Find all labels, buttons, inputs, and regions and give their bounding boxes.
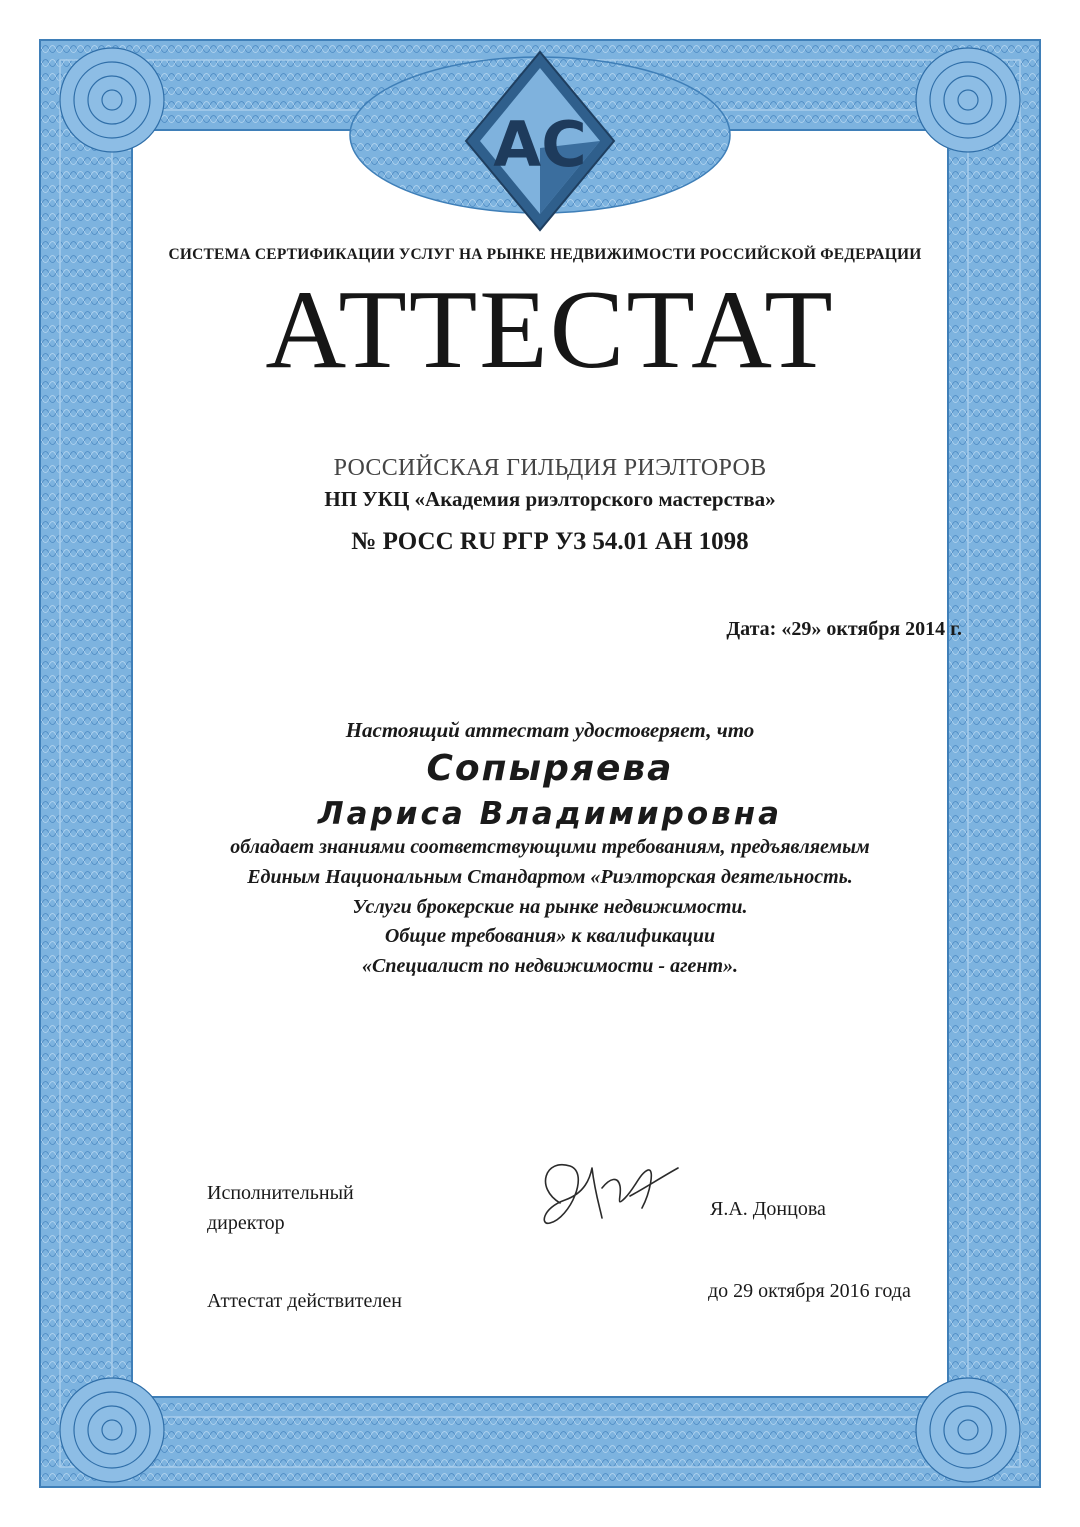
qualification-line: Услуги брокерские на рынке недвижимости. xyxy=(352,896,748,918)
qualification-line: Общие требования» к квалификации xyxy=(384,925,716,947)
qualification-line: обладает знаниями соответствующими требованиям, предъявляемым xyxy=(230,836,870,858)
handwritten-signature xyxy=(530,1148,680,1238)
certifies-statement: Настоящий аттестат удостоверяет, что xyxy=(345,718,755,742)
qualification-line: Единым Национальным Стандартом «Риэлторская деятельность. xyxy=(247,866,853,888)
certificate-title: АТТЕСТАТ xyxy=(265,268,835,392)
training-center-name: НП УКЦ «Академия риэлторского мастерства» xyxy=(324,487,776,511)
signatory-name: Я.А. Донцова xyxy=(710,1198,826,1220)
issue-date: Дата: «29» октября 2014 г. xyxy=(726,618,962,640)
registration-number: № РОСС RU РГР УЗ 54.01 АН 1098 xyxy=(351,528,749,555)
logo-emblem xyxy=(462,48,618,234)
validity-date: до 29 октября 2016 года xyxy=(708,1280,911,1302)
holder-given-names: Лариса Владимировна xyxy=(317,796,783,832)
validity-label: Аттестат действителен xyxy=(207,1290,402,1312)
qualification-line: «Специалист по недвижимости - агент». xyxy=(362,955,738,977)
signatory-position: Исполнительный директор xyxy=(207,1182,354,1234)
logo-letters: АС xyxy=(493,108,587,181)
guild-name: РОССИЙСКАЯ ГИЛЬДИЯ РИЭЛТОРОВ xyxy=(333,455,767,481)
holder-surname: Сопыряева xyxy=(426,748,674,789)
certification-system-line: СИСТЕМА СЕРТИФИКАЦИИ УСЛУГ НА РЫНКЕ НЕДВИЖИМОСТИ РОССИЙСКОЙ ФЕДЕРАЦИИ xyxy=(168,246,922,263)
